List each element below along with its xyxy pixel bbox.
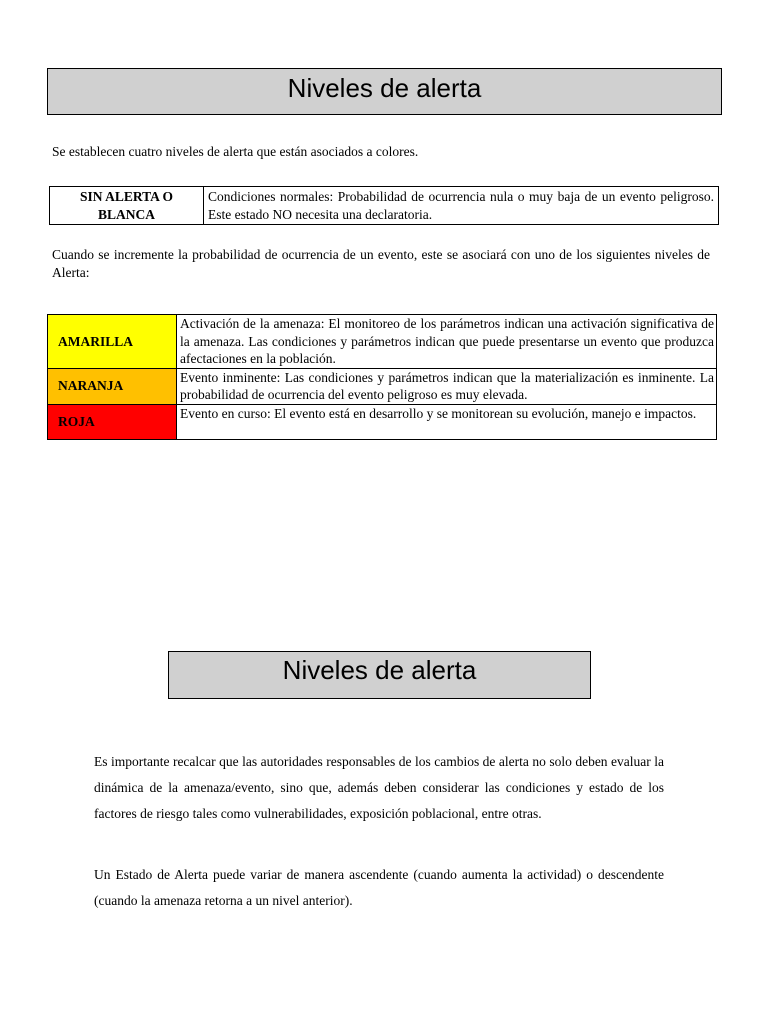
level-label-naranja: NARANJA (48, 368, 177, 404)
level-description-amarilla: Activación de la amenaza: El monitoreo de los parámetros indican una activación significativa de la amenaza. Las condiciones y parámetros indican que puede presentarse un evento que produzca afectaciones en la población. (177, 315, 717, 369)
level-description-roja: Evento en curso: El evento está en desarrollo y se monitorean su evolución, manejo e impactos. (177, 404, 717, 439)
level-description-sin-alerta: Condiciones normales: Probabilidad de ocurrencia nula o muy baja de un evento peligroso. Este estado NO necesita una declaratoria. (204, 187, 719, 225)
body-paragraph: Un Estado de Alerta puede variar de manera ascendente (cuando aumenta la actividad) o descendente (cuando la amenaza retorna a un nivel anterior). (94, 867, 664, 908)
transition-text: Cuando se incremente la probabilidad de ocurrencia de un evento, este se asociará con uno de los siguientes niveles de Alerta: (52, 247, 710, 280)
table-row (50, 187, 719, 225)
table-row (48, 368, 717, 404)
body-paragraph: Es importante recalcar que las autoridades responsables de los cambios de alerta no solo deben evaluar la dinámica de la amenaza/evento, sino que, además deben considerar las condiciones y estado de los factores de riesgo tales como vulnerabilidades, exposición poblacional, entre otras. (94, 754, 664, 821)
section-title: Niveles de alerta (168, 651, 591, 699)
table-row (48, 404, 717, 439)
level-label-sin-alerta: SIN ALERTA O BLANCA (50, 187, 204, 225)
section-title: Niveles de alerta (47, 68, 722, 115)
table-row (48, 315, 717, 369)
alert-levels-table (47, 314, 717, 440)
level-label-amarilla: AMARILLA (48, 315, 177, 369)
intro-text: Se establecen cuatro niveles de alerta que están asociados a colores. (52, 144, 419, 159)
base-level-table (49, 186, 719, 225)
level-description-naranja: Evento inminente: Las condiciones y parámetros indican que la materialización es inminente. La probabilidad de ocurrencia del evento peligroso es muy elevada. (177, 368, 717, 404)
level-label-roja: ROJA (48, 404, 177, 439)
